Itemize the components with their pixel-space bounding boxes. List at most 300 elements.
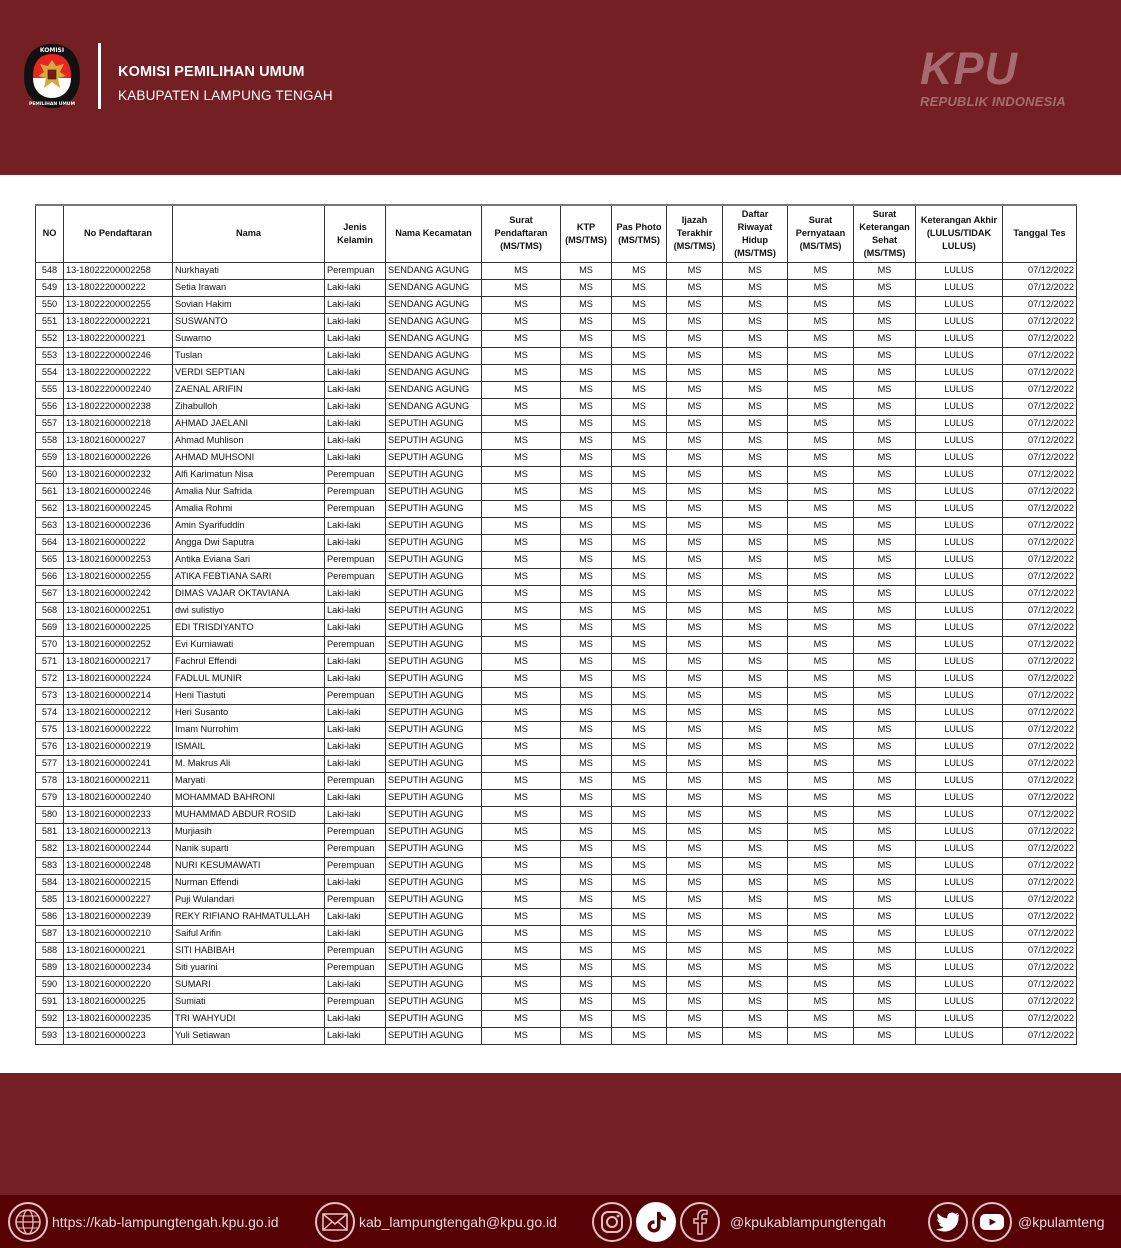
cell-district: SEPUTIH AGUNG bbox=[386, 976, 482, 993]
cell-statement-letter: MS bbox=[788, 789, 854, 806]
cell-final-result: LULUS bbox=[916, 347, 1003, 364]
cell-name: Suwarno bbox=[173, 330, 325, 347]
cell-cv: MS bbox=[723, 755, 788, 772]
cell-gender: Laki-laki bbox=[325, 347, 386, 364]
cell-statement-letter: MS bbox=[788, 891, 854, 908]
cell-registration-no: 13-18021600002245 bbox=[64, 500, 173, 517]
cell-district: SEPUTIH AGUNG bbox=[386, 449, 482, 466]
cell-ktp: MS bbox=[561, 449, 612, 466]
cell-gender: Perempuan bbox=[325, 551, 386, 568]
cell-statement-letter: MS bbox=[788, 330, 854, 347]
cell-gender: Perempuan bbox=[325, 942, 386, 959]
cell-diploma: MS bbox=[667, 653, 723, 670]
cell-registration-no: 13-18022200002238 bbox=[64, 398, 173, 415]
cell-name: FADLUL MUNIR bbox=[173, 670, 325, 687]
cell-photo: MS bbox=[612, 704, 667, 721]
svg-text:KOMISI: KOMISI bbox=[39, 47, 65, 54]
cell-no: 556 bbox=[36, 398, 64, 415]
cell-cv: MS bbox=[723, 279, 788, 296]
cell-photo: MS bbox=[612, 398, 667, 415]
cell-cv: MS bbox=[723, 415, 788, 432]
cell-no: 585 bbox=[36, 891, 64, 908]
table-row bbox=[36, 891, 1077, 908]
cell-test-date: 07/12/2022 bbox=[1003, 823, 1077, 840]
cell-final-result: LULUS bbox=[916, 738, 1003, 755]
cell-gender: Perempuan bbox=[325, 568, 386, 585]
cell-registration-no: 13-18021600002233 bbox=[64, 806, 173, 823]
results-table-wrapper bbox=[35, 204, 1076, 1045]
cell-registration-no: 13-18021600002236 bbox=[64, 517, 173, 534]
cell-cv: MS bbox=[723, 789, 788, 806]
cell-registration-no: 13-18021600002235 bbox=[64, 1010, 173, 1027]
cell-gender: Perempuan bbox=[325, 891, 386, 908]
cell-photo: MS bbox=[612, 959, 667, 976]
cell-gender: Laki-laki bbox=[325, 330, 386, 347]
cell-health-letter: MS bbox=[854, 449, 916, 466]
cell-health-letter: MS bbox=[854, 551, 916, 568]
cell-no: 590 bbox=[36, 976, 64, 993]
cell-no: 586 bbox=[36, 908, 64, 925]
cell-test-date: 07/12/2022 bbox=[1003, 466, 1077, 483]
cell-photo: MS bbox=[612, 364, 667, 381]
cell-gender: Perempuan bbox=[325, 857, 386, 874]
cell-name: NURI KESUMAWATI bbox=[173, 857, 325, 874]
cell-diploma: MS bbox=[667, 602, 723, 619]
cell-diploma: MS bbox=[667, 551, 723, 568]
cell-test-date: 07/12/2022 bbox=[1003, 313, 1077, 330]
cell-test-date: 07/12/2022 bbox=[1003, 296, 1077, 313]
cell-final-result: LULUS bbox=[916, 398, 1003, 415]
cell-statement-letter: MS bbox=[788, 381, 854, 398]
cell-no: 584 bbox=[36, 874, 64, 891]
cell-diploma: MS bbox=[667, 908, 723, 925]
cell-statement-letter: MS bbox=[788, 1010, 854, 1027]
cell-final-result: LULUS bbox=[916, 925, 1003, 942]
cell-final-result: LULUS bbox=[916, 466, 1003, 483]
column-header: Nama bbox=[173, 205, 325, 262]
cell-photo: MS bbox=[612, 585, 667, 602]
cell-statement-letter: MS bbox=[788, 993, 854, 1010]
results-table bbox=[35, 204, 1077, 1045]
cell-registration-no: 13-18021600002242 bbox=[64, 585, 173, 602]
cell-ktp: MS bbox=[561, 262, 612, 279]
cell-ktp: MS bbox=[561, 483, 612, 500]
table-row bbox=[36, 653, 1077, 670]
cell-health-letter: MS bbox=[854, 279, 916, 296]
cell-gender: Laki-laki bbox=[325, 432, 386, 449]
cell-photo: MS bbox=[612, 687, 667, 704]
cell-registration-letter: MS bbox=[482, 432, 561, 449]
cell-no: 560 bbox=[36, 466, 64, 483]
table-row bbox=[36, 874, 1077, 891]
cell-name: ZAENAL ARIFIN bbox=[173, 381, 325, 398]
cell-cv: MS bbox=[723, 738, 788, 755]
cell-photo: MS bbox=[612, 653, 667, 670]
table-row bbox=[36, 993, 1077, 1010]
email-link[interactable]: kab_lampungtengah@kpu.go.id bbox=[359, 1213, 557, 1230]
cell-statement-letter: MS bbox=[788, 551, 854, 568]
cell-no: 571 bbox=[36, 653, 64, 670]
cell-registration-no: 13-18021600002218 bbox=[64, 415, 173, 432]
cell-name: Evi Kurniawati bbox=[173, 636, 325, 653]
cell-photo: MS bbox=[612, 313, 667, 330]
cell-district: SEPUTIH AGUNG bbox=[386, 959, 482, 976]
website-link[interactable]: https://kab-lampungtengah.kpu.go.id bbox=[52, 1213, 279, 1230]
cell-test-date: 07/12/2022 bbox=[1003, 330, 1077, 347]
cell-final-result: LULUS bbox=[916, 381, 1003, 398]
cell-health-letter: MS bbox=[854, 296, 916, 313]
cell-district: SEPUTIH AGUNG bbox=[386, 857, 482, 874]
cell-district: SENDANG AGUNG bbox=[386, 279, 482, 296]
cell-diploma: MS bbox=[667, 891, 723, 908]
cell-registration-no: 13-18021600002240 bbox=[64, 789, 173, 806]
facebook-icon[interactable] bbox=[680, 1202, 720, 1242]
cell-health-letter: MS bbox=[854, 840, 916, 857]
cell-health-letter: MS bbox=[854, 466, 916, 483]
cell-health-letter: MS bbox=[854, 398, 916, 415]
cell-photo: MS bbox=[612, 840, 667, 857]
cell-no: 552 bbox=[36, 330, 64, 347]
cell-test-date: 07/12/2022 bbox=[1003, 483, 1077, 500]
cell-ktp: MS bbox=[561, 364, 612, 381]
cell-cv: MS bbox=[723, 942, 788, 959]
cell-no: 549 bbox=[36, 279, 64, 296]
cell-statement-letter: MS bbox=[788, 296, 854, 313]
cell-district: SEPUTIH AGUNG bbox=[386, 891, 482, 908]
cell-district: SEPUTIH AGUNG bbox=[386, 993, 482, 1010]
cell-final-result: LULUS bbox=[916, 942, 1003, 959]
cell-statement-letter: MS bbox=[788, 806, 854, 823]
cell-gender: Laki-laki bbox=[325, 517, 386, 534]
tiktok-icon[interactable] bbox=[636, 1202, 676, 1242]
cell-health-letter: MS bbox=[854, 415, 916, 432]
cell-cv: MS bbox=[723, 500, 788, 517]
cell-cv: MS bbox=[723, 772, 788, 789]
cell-health-letter: MS bbox=[854, 704, 916, 721]
cell-name: AHMAD JAELANI bbox=[173, 415, 325, 432]
cell-diploma: MS bbox=[667, 364, 723, 381]
cell-name: REKY RIFIANO RAHMATULLAH bbox=[173, 908, 325, 925]
cell-health-letter: MS bbox=[854, 670, 916, 687]
cell-statement-letter: MS bbox=[788, 347, 854, 364]
website-contact[interactable] bbox=[8, 1195, 279, 1248]
cell-no: 589 bbox=[36, 959, 64, 976]
cell-no: 553 bbox=[36, 347, 64, 364]
cell-diploma: MS bbox=[667, 466, 723, 483]
cell-ktp: MS bbox=[561, 857, 612, 874]
cell-no: 567 bbox=[36, 585, 64, 602]
email-contact[interactable] bbox=[315, 1195, 557, 1248]
cell-test-date: 07/12/2022 bbox=[1003, 619, 1077, 636]
cell-registration-no: 13-1802160000222 bbox=[64, 534, 173, 551]
cell-final-result: LULUS bbox=[916, 636, 1003, 653]
cell-cv: MS bbox=[723, 704, 788, 721]
cell-cv: MS bbox=[723, 687, 788, 704]
cell-district: SEPUTIH AGUNG bbox=[386, 568, 482, 585]
table-row bbox=[36, 483, 1077, 500]
cell-gender: Laki-laki bbox=[325, 670, 386, 687]
cell-health-letter: MS bbox=[854, 500, 916, 517]
cell-registration-no: 13-18021600002222 bbox=[64, 721, 173, 738]
cell-registration-letter: MS bbox=[482, 619, 561, 636]
cell-district: SEPUTIH AGUNG bbox=[386, 415, 482, 432]
cell-health-letter: MS bbox=[854, 908, 916, 925]
header-divider bbox=[98, 43, 101, 109]
cell-gender: Laki-laki bbox=[325, 415, 386, 432]
cell-photo: MS bbox=[612, 568, 667, 585]
social-contact-1[interactable] bbox=[592, 1195, 886, 1248]
cell-registration-no: 13-18021600002234 bbox=[64, 959, 173, 976]
cell-no: 588 bbox=[36, 942, 64, 959]
cell-photo: MS bbox=[612, 721, 667, 738]
cell-cv: MS bbox=[723, 398, 788, 415]
column-header: Surat Pernyataan (MS/TMS) bbox=[788, 205, 854, 262]
cell-diploma: MS bbox=[667, 279, 723, 296]
cell-health-letter: MS bbox=[854, 364, 916, 381]
instagram-icon[interactable] bbox=[592, 1202, 632, 1242]
cell-ktp: MS bbox=[561, 925, 612, 942]
cell-statement-letter: MS bbox=[788, 602, 854, 619]
cell-registration-letter: MS bbox=[482, 313, 561, 330]
cell-ktp: MS bbox=[561, 585, 612, 602]
table-row bbox=[36, 908, 1077, 925]
cell-ktp: MS bbox=[561, 296, 612, 313]
cell-gender: Perempuan bbox=[325, 262, 386, 279]
cell-statement-letter: MS bbox=[788, 942, 854, 959]
cell-final-result: LULUS bbox=[916, 551, 1003, 568]
cell-name: Amalia Rohmi bbox=[173, 500, 325, 517]
cell-cv: MS bbox=[723, 483, 788, 500]
cell-diploma: MS bbox=[667, 330, 723, 347]
cell-registration-no: 13-18022200002255 bbox=[64, 296, 173, 313]
cell-diploma: MS bbox=[667, 1010, 723, 1027]
table-row bbox=[36, 364, 1077, 381]
social-handle-secondary[interactable]: @kpulamteng bbox=[1018, 1213, 1105, 1230]
youtube-icon[interactable] bbox=[972, 1202, 1012, 1242]
cell-diploma: MS bbox=[667, 415, 723, 432]
cell-diploma: MS bbox=[667, 959, 723, 976]
cell-gender: Laki-laki bbox=[325, 585, 386, 602]
cell-ktp: MS bbox=[561, 738, 612, 755]
cell-registration-no: 13-18021600002211 bbox=[64, 772, 173, 789]
cell-final-result: LULUS bbox=[916, 857, 1003, 874]
table-row bbox=[36, 313, 1077, 330]
cell-diploma: MS bbox=[667, 585, 723, 602]
cell-final-result: LULUS bbox=[916, 330, 1003, 347]
table-row bbox=[36, 585, 1077, 602]
cell-photo: MS bbox=[612, 993, 667, 1010]
cell-cv: MS bbox=[723, 466, 788, 483]
table-row bbox=[36, 857, 1077, 874]
cell-district: SEPUTIH AGUNG bbox=[386, 602, 482, 619]
cell-diploma: MS bbox=[667, 993, 723, 1010]
cell-diploma: MS bbox=[667, 1027, 723, 1044]
table-row bbox=[36, 432, 1077, 449]
cell-final-result: LULUS bbox=[916, 1027, 1003, 1044]
cell-district: SENDANG AGUNG bbox=[386, 330, 482, 347]
cell-test-date: 07/12/2022 bbox=[1003, 755, 1077, 772]
contact-strip bbox=[0, 1195, 1121, 1248]
cell-district: SEPUTIH AGUNG bbox=[386, 772, 482, 789]
cell-name: Yuli Setiawan bbox=[173, 1027, 325, 1044]
cell-name: Heri Susanto bbox=[173, 704, 325, 721]
cell-cv: MS bbox=[723, 993, 788, 1010]
cell-diploma: MS bbox=[667, 670, 723, 687]
cell-test-date: 07/12/2022 bbox=[1003, 568, 1077, 585]
cell-photo: MS bbox=[612, 891, 667, 908]
cell-registration-letter: MS bbox=[482, 891, 561, 908]
cell-no: 592 bbox=[36, 1010, 64, 1027]
column-header: Daftar Riwayat Hidup (MS/TMS) bbox=[723, 205, 788, 262]
social-handle-primary[interactable]: @kpukablampungtengah bbox=[730, 1213, 886, 1230]
cell-cv: MS bbox=[723, 568, 788, 585]
cell-final-result: LULUS bbox=[916, 534, 1003, 551]
cell-district: SEPUTIH AGUNG bbox=[386, 534, 482, 551]
cell-diploma: MS bbox=[667, 381, 723, 398]
table-body bbox=[36, 262, 1077, 1044]
cell-district: SEPUTIH AGUNG bbox=[386, 483, 482, 500]
cell-registration-no: 13-18021600002239 bbox=[64, 908, 173, 925]
cell-ktp: MS bbox=[561, 347, 612, 364]
cell-registration-letter: MS bbox=[482, 653, 561, 670]
cell-no: 565 bbox=[36, 551, 64, 568]
cell-diploma: MS bbox=[667, 296, 723, 313]
mail-icon bbox=[315, 1202, 355, 1242]
cell-ktp: MS bbox=[561, 500, 612, 517]
cell-registration-no: 13-18021600002212 bbox=[64, 704, 173, 721]
cell-final-result: LULUS bbox=[916, 262, 1003, 279]
cell-gender: Perempuan bbox=[325, 959, 386, 976]
cell-registration-no: 13-18021600002253 bbox=[64, 551, 173, 568]
cell-photo: MS bbox=[612, 976, 667, 993]
cell-ktp: MS bbox=[561, 942, 612, 959]
cell-test-date: 07/12/2022 bbox=[1003, 551, 1077, 568]
cell-registration-no: 13-1802160000221 bbox=[64, 942, 173, 959]
table-row bbox=[36, 823, 1077, 840]
cell-gender: Laki-laki bbox=[325, 908, 386, 925]
cell-ktp: MS bbox=[561, 993, 612, 1010]
cell-photo: MS bbox=[612, 534, 667, 551]
cell-diploma: MS bbox=[667, 823, 723, 840]
cell-test-date: 07/12/2022 bbox=[1003, 721, 1077, 738]
cell-final-result: LULUS bbox=[916, 585, 1003, 602]
cell-registration-letter: MS bbox=[482, 568, 561, 585]
cell-name: MOHAMMAD BAHRONI bbox=[173, 789, 325, 806]
cell-final-result: LULUS bbox=[916, 993, 1003, 1010]
cell-registration-letter: MS bbox=[482, 262, 561, 279]
cell-name: Sumiati bbox=[173, 993, 325, 1010]
cell-statement-letter: MS bbox=[788, 874, 854, 891]
table-row bbox=[36, 840, 1077, 857]
cell-test-date: 07/12/2022 bbox=[1003, 789, 1077, 806]
cell-registration-no: 13-18021600002215 bbox=[64, 874, 173, 891]
cell-test-date: 07/12/2022 bbox=[1003, 874, 1077, 891]
cell-photo: MS bbox=[612, 551, 667, 568]
cell-diploma: MS bbox=[667, 721, 723, 738]
cell-photo: MS bbox=[612, 755, 667, 772]
cell-test-date: 07/12/2022 bbox=[1003, 670, 1077, 687]
cell-registration-letter: MS bbox=[482, 347, 561, 364]
cell-diploma: MS bbox=[667, 398, 723, 415]
cell-ktp: MS bbox=[561, 874, 612, 891]
cell-final-result: LULUS bbox=[916, 670, 1003, 687]
cell-health-letter: MS bbox=[854, 1027, 916, 1044]
column-header: NO bbox=[36, 205, 64, 262]
column-header: Nama Kecamatan bbox=[386, 205, 482, 262]
cell-no: 555 bbox=[36, 381, 64, 398]
cell-statement-letter: MS bbox=[788, 704, 854, 721]
cell-cv: MS bbox=[723, 874, 788, 891]
cell-final-result: LULUS bbox=[916, 823, 1003, 840]
cell-name: Alfi Karimatun Nisa bbox=[173, 466, 325, 483]
cell-no: 572 bbox=[36, 670, 64, 687]
table-row bbox=[36, 517, 1077, 534]
cell-name: Maryati bbox=[173, 772, 325, 789]
cell-registration-letter: MS bbox=[482, 942, 561, 959]
cell-gender: Laki-laki bbox=[325, 602, 386, 619]
cell-gender: Perempuan bbox=[325, 823, 386, 840]
cell-ktp: MS bbox=[561, 534, 612, 551]
cell-test-date: 07/12/2022 bbox=[1003, 653, 1077, 670]
cell-test-date: 07/12/2022 bbox=[1003, 993, 1077, 1010]
cell-gender: Laki-laki bbox=[325, 704, 386, 721]
cell-health-letter: MS bbox=[854, 602, 916, 619]
table-row bbox=[36, 1010, 1077, 1027]
cell-no: 566 bbox=[36, 568, 64, 585]
cell-registration-letter: MS bbox=[482, 772, 561, 789]
cell-registration-letter: MS bbox=[482, 415, 561, 432]
cell-district: SEPUTIH AGUNG bbox=[386, 432, 482, 449]
cell-no: 577 bbox=[36, 755, 64, 772]
cell-district: SEPUTIH AGUNG bbox=[386, 721, 482, 738]
cell-registration-letter: MS bbox=[482, 738, 561, 755]
cell-ktp: MS bbox=[561, 806, 612, 823]
cell-test-date: 07/12/2022 bbox=[1003, 687, 1077, 704]
cell-health-letter: MS bbox=[854, 483, 916, 500]
cell-final-result: LULUS bbox=[916, 959, 1003, 976]
cell-ktp: MS bbox=[561, 976, 612, 993]
cell-cv: MS bbox=[723, 721, 788, 738]
cell-registration-no: 13-18021600002251 bbox=[64, 602, 173, 619]
cell-ktp: MS bbox=[561, 517, 612, 534]
cell-cv: MS bbox=[723, 262, 788, 279]
cell-district: SEPUTIH AGUNG bbox=[386, 517, 482, 534]
cell-statement-letter: MS bbox=[788, 636, 854, 653]
table-row bbox=[36, 534, 1077, 551]
cell-cv: MS bbox=[723, 959, 788, 976]
cell-registration-letter: MS bbox=[482, 1010, 561, 1027]
cell-gender: Laki-laki bbox=[325, 398, 386, 415]
social-contact-2[interactable] bbox=[928, 1195, 1105, 1248]
twitter-icon[interactable] bbox=[928, 1202, 968, 1242]
cell-test-date: 07/12/2022 bbox=[1003, 415, 1077, 432]
table-row bbox=[36, 602, 1077, 619]
cell-test-date: 07/12/2022 bbox=[1003, 738, 1077, 755]
cell-test-date: 07/12/2022 bbox=[1003, 534, 1077, 551]
cell-statement-letter: MS bbox=[788, 653, 854, 670]
cell-statement-letter: MS bbox=[788, 483, 854, 500]
cell-photo: MS bbox=[612, 670, 667, 687]
cell-gender: Laki-laki bbox=[325, 925, 386, 942]
cell-name: Amalia Nur Safrida bbox=[173, 483, 325, 500]
table-row bbox=[36, 789, 1077, 806]
cell-health-letter: MS bbox=[854, 942, 916, 959]
cell-statement-letter: MS bbox=[788, 721, 854, 738]
cell-test-date: 07/12/2022 bbox=[1003, 976, 1077, 993]
cell-ktp: MS bbox=[561, 908, 612, 925]
cell-statement-letter: MS bbox=[788, 585, 854, 602]
cell-statement-letter: MS bbox=[788, 772, 854, 789]
